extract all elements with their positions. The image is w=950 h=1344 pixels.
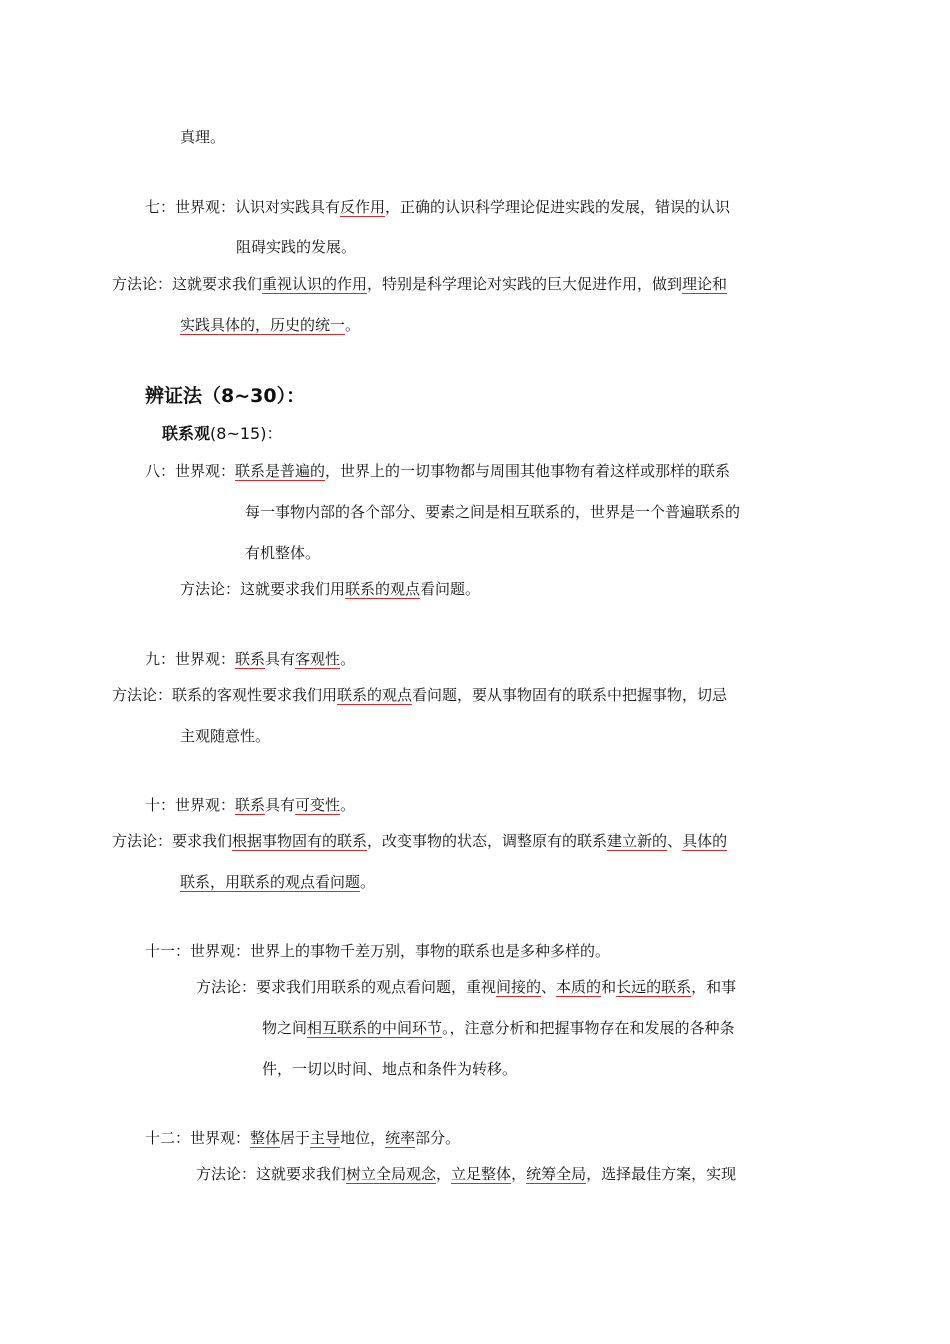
text-line: 八：世界观：联系是普遍的，世界上的一切事物都与周围其他事物有着这样或那样的联系 <box>145 462 731 480</box>
text-line: 有机整体。 <box>245 544 321 562</box>
text-line: 真理。 <box>180 128 226 146</box>
text-line: 方法论：这就要求我们树立全局观念，立足整体，统筹全局，选择最佳方案，实现 <box>196 1165 737 1183</box>
text-line: 七：世界观：认识对实践具有反作用，正确的认识科学理论促进实践的发展，错误的认识 <box>145 198 731 216</box>
text-line: 十：世界观：联系具有可变性。 <box>145 796 356 814</box>
text-line: 件，一切以时间、地点和条件为转移。 <box>262 1060 518 1078</box>
text-line: 方法论：这就要求我们重视认识的作用，特别是科学理论对实践的巨大促进作用，做到理论和 <box>112 275 728 293</box>
text-line: 方法论：这就要求我们用联系的观点看问题。 <box>180 580 481 598</box>
text-line: 联系，用联系的观点看问题。 <box>180 873 376 891</box>
section-heading: 辨证法（8~30）： <box>145 385 306 407</box>
text-line: 方法论：要求我们根据事物固有的联系，改变事物的状态，调整原有的联系建立新的、具体的 <box>112 832 728 850</box>
text-line: 主观随意性。 <box>180 727 271 745</box>
subsection-heading: 联系观(8~15)： <box>162 424 283 443</box>
text-line: 每一事物内部的各个部分、要素之间是相互联系的，世界是一个普遍联系的 <box>245 503 741 521</box>
text-line: 方法论：要求我们用联系的观点看问题，重视间接的、本质的和长远的联系，和事 <box>196 978 737 996</box>
text-line: 阻碍实践的发展。 <box>236 238 357 256</box>
text-line: 实践具体的，历史的统一。 <box>180 316 361 334</box>
text-line: 九：世界观：联系具有客观性。 <box>145 650 356 668</box>
text-line: 十二：世界观：整体居于主导地位，统率部分。 <box>145 1129 461 1147</box>
text-line: 物之间相互联系的中间环节。，注意分析和把握事物存在和发展的各种条 <box>262 1019 735 1037</box>
text-line: 十一：世界观：世界上的事物千差万别，事物的联系也是多种多样的。 <box>145 942 611 960</box>
text-line: 方法论：联系的客观性要求我们用联系的观点看问题，要从事物固有的联系中把握事物，切忌 <box>112 686 728 704</box>
